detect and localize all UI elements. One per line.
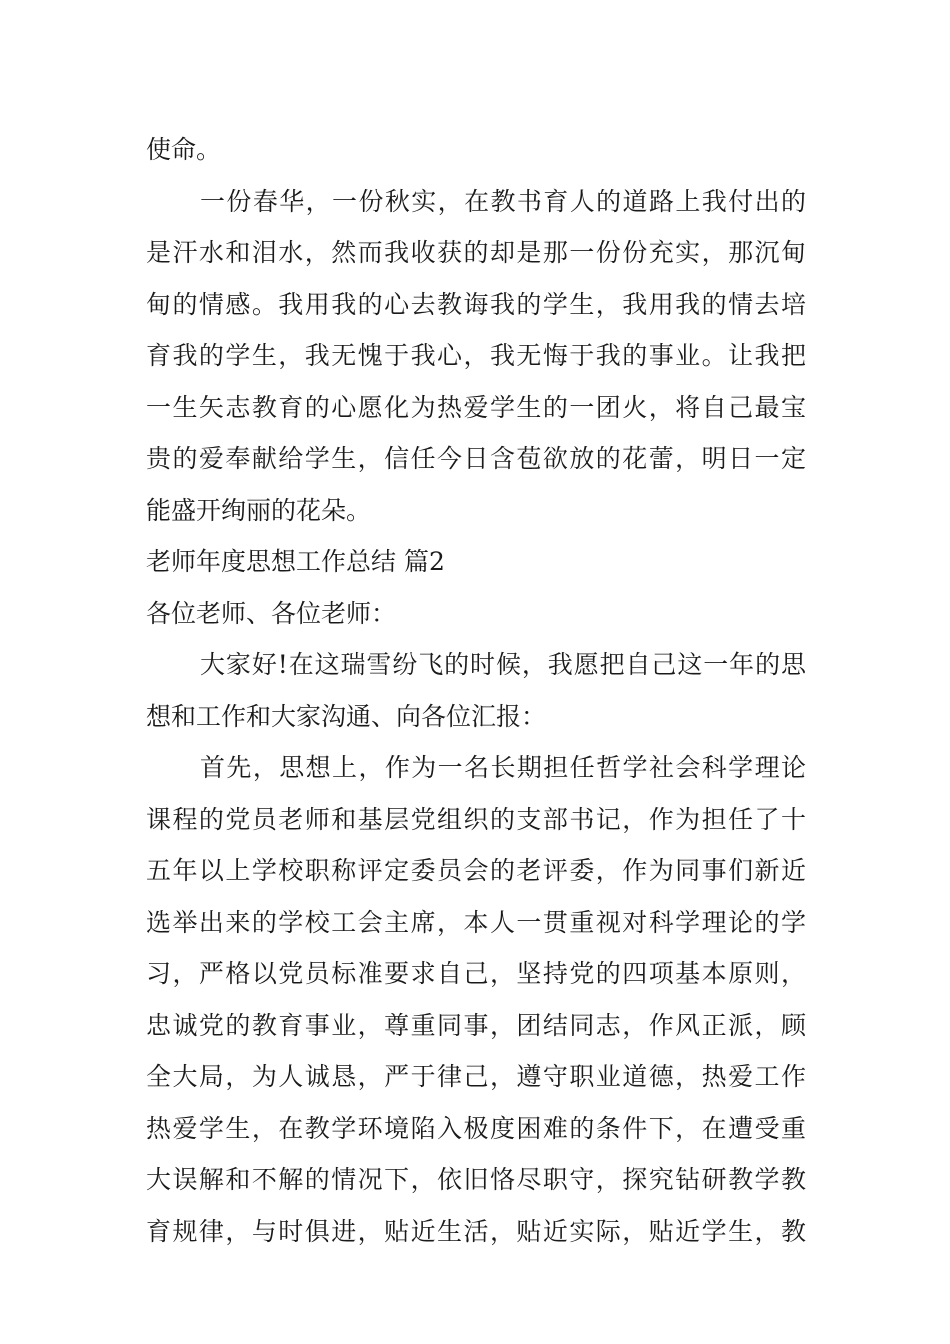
text-line: 育规律，与时俱进，贴近生活，贴近实际，贴近学生，教 [146,1216,806,1246]
text-line: 习，严格以党员标准要求自己，坚持党的四项基本原则， [146,959,806,988]
text-line: 甸的情感。我用我的心去教诲我的学生，我用我的情去培 [146,289,806,319]
text-line: 育我的学生，我无愧于我心，我无悔于我的事业。让我把 [146,341,806,370]
text-line: 老师年度思想工作总结 篇2 [146,547,445,576]
text-line: 忠诚党的教育事业，尊重同事，团结同志，作风正派，顾 [146,1010,806,1040]
text-line: 大家好!在这瑞雪纷飞的时候，我愿把自己这一年的思 [200,650,806,679]
text-line: 一份春华，一份秋实，在教书育人的道路上我付出的 [200,186,806,216]
text-line: 大误解和不解的情况下，依旧恪尽职守，探究钻研教学教 [146,1165,806,1194]
document-body [146,124,806,1257]
text-line: 选举出来的学校工会主席，本人一贯重视对科学理论的学 [146,907,806,937]
text-line: 全大局，为人诚恳，严于律己，遵守职业道德，热爱工作 [146,1062,806,1091]
text-line: 能盛开绚丽的花朵。 [146,495,372,525]
text-line: 一生矢志教育的心愿化为热爱学生的一团火，将自己最宝 [146,392,806,422]
text-line: 课程的党员老师和基层党组织的支部书记，作为担任了十 [146,804,806,834]
text-line: 首先，思想上，作为一名长期担任哲学社会科学理论 [200,753,806,782]
text-line: 想和工作和大家沟通、向各位汇报： [146,701,547,731]
text-line: 是汗水和泪水，然而我收获的却是那一份份充实，那沉甸 [146,238,806,267]
text-line: 贵的爱奉献给学生，信任今日含苞欲放的花蕾，明日一定 [146,444,806,473]
text-line: 各位老师、各位老师： [146,598,397,628]
text-line: 五年以上学校职称评定委员会的老评委，作为同事们新近 [146,856,806,885]
text-line: 使命。 [146,135,222,164]
text-line: 热爱学生，在教学环境陷入极度困难的条件下，在遭受重 [146,1113,806,1143]
